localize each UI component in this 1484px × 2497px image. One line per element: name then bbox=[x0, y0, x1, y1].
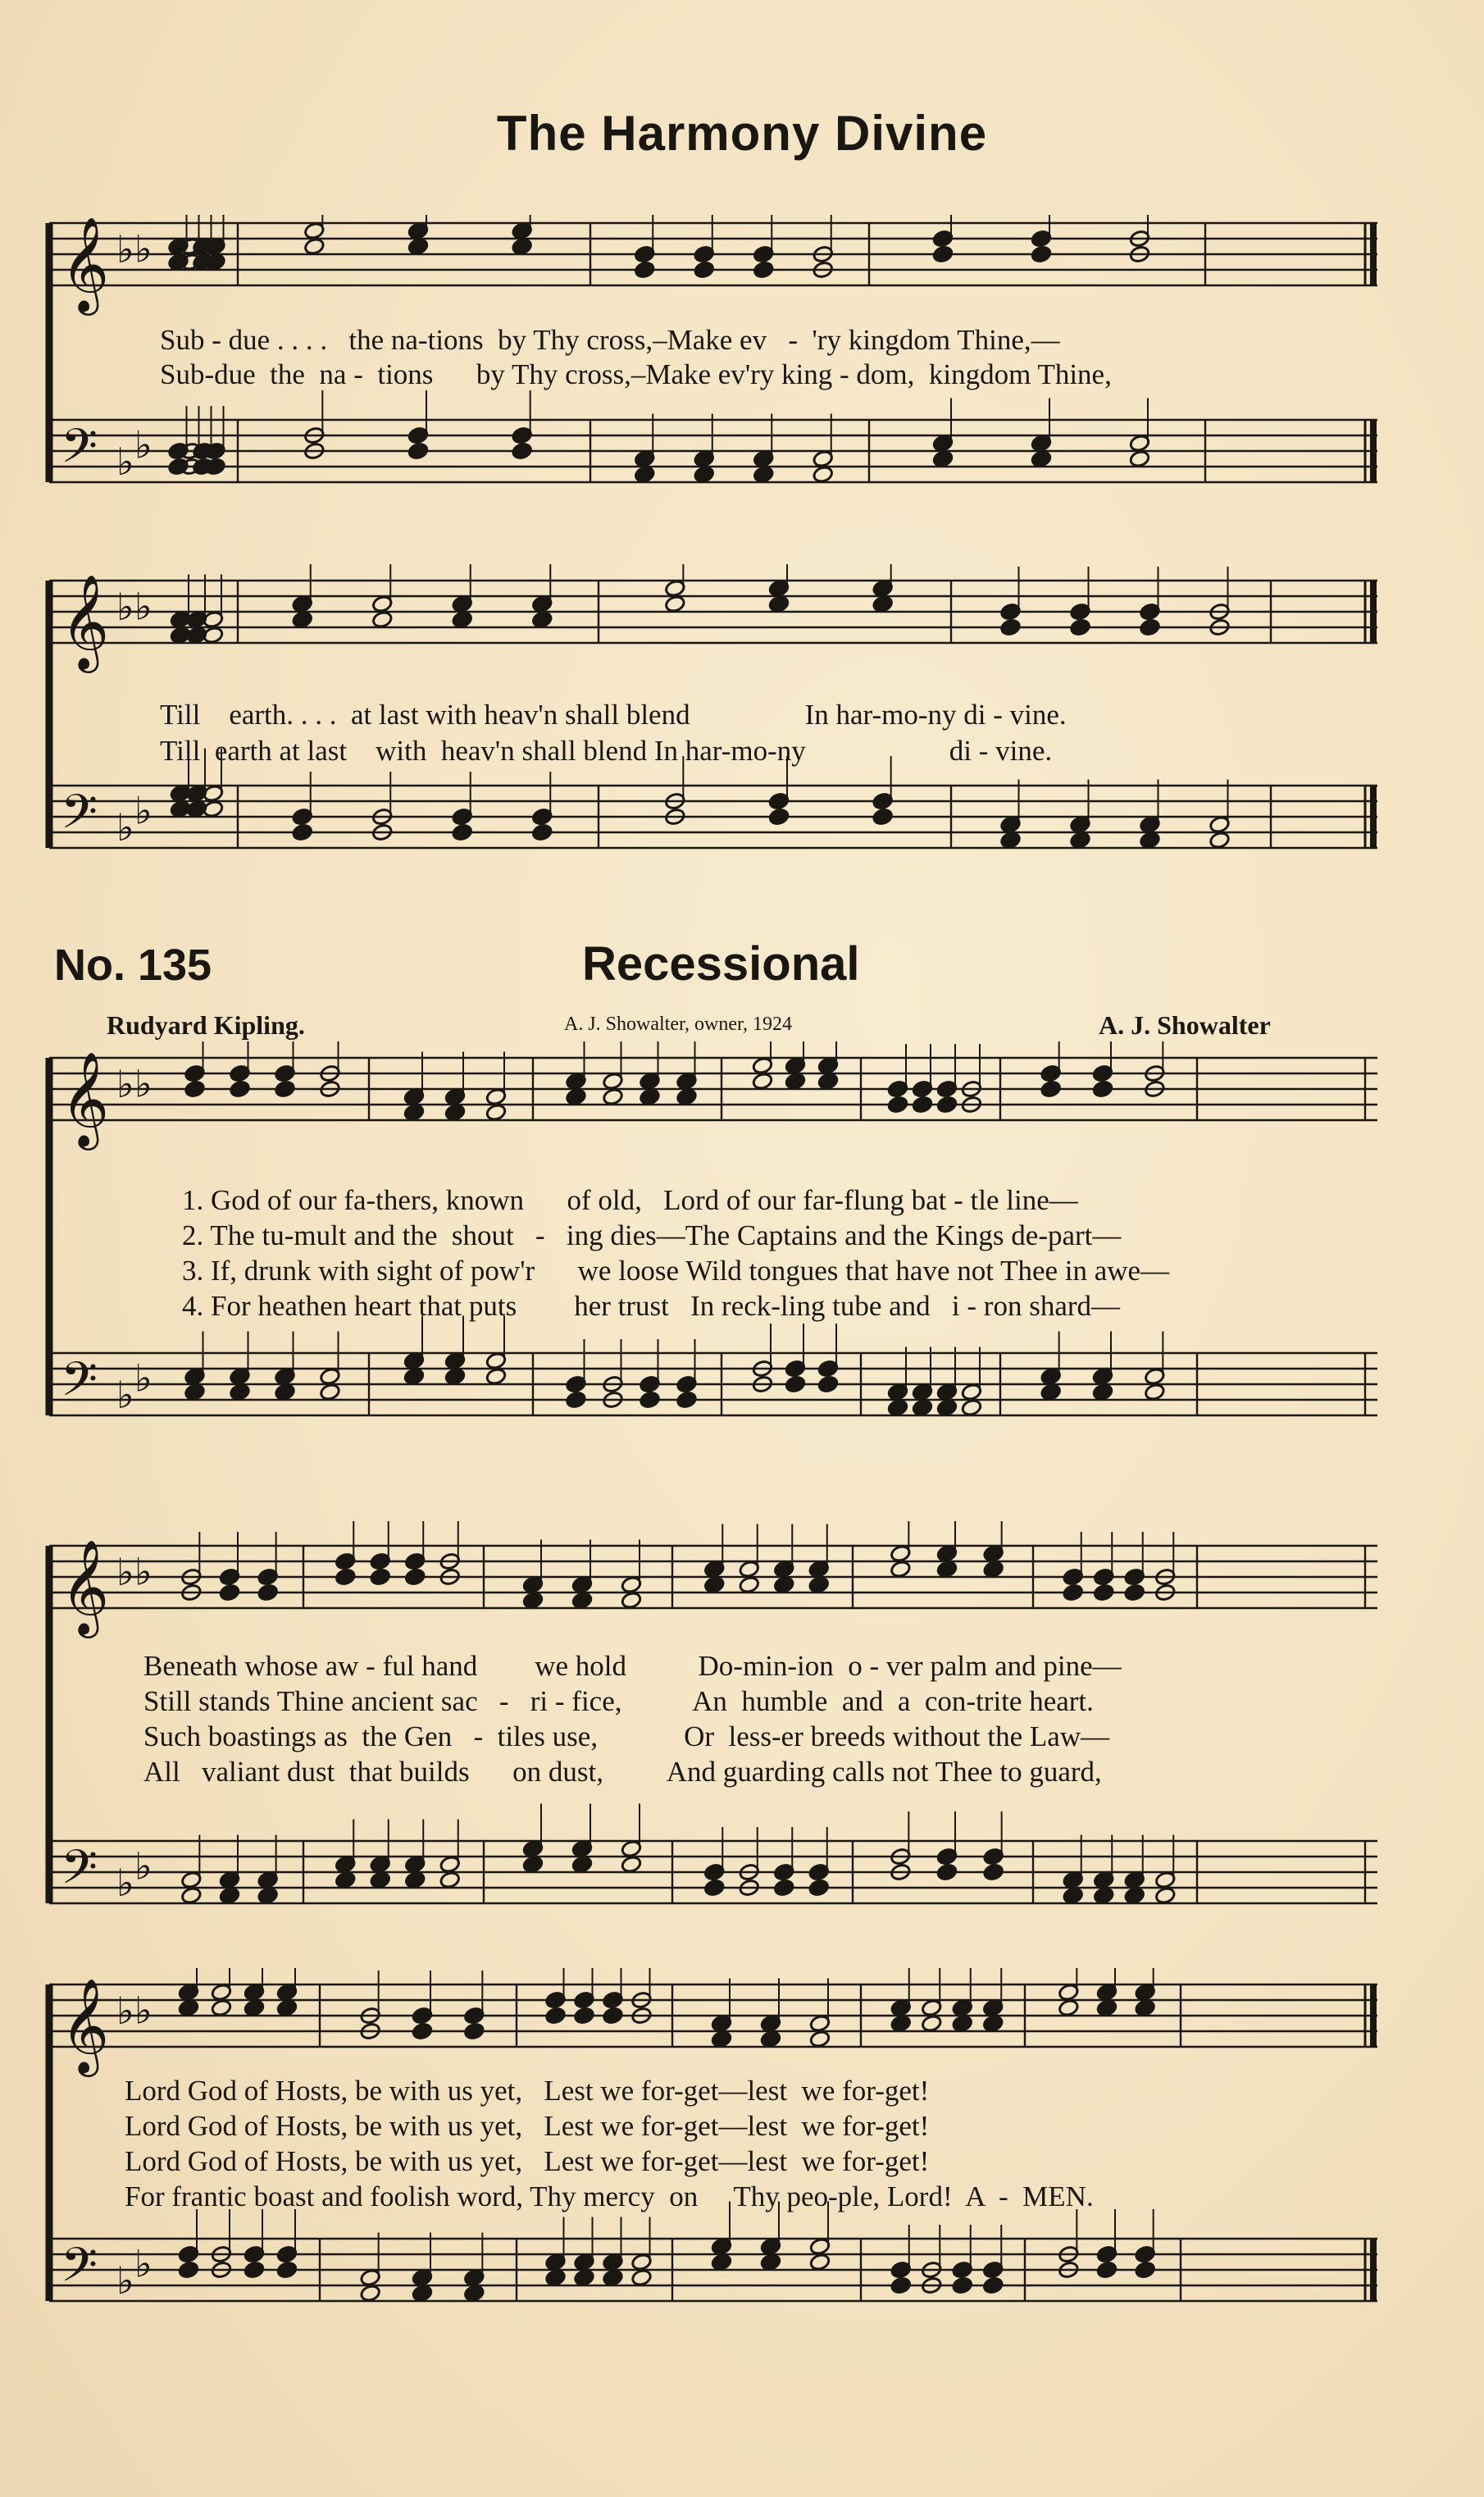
notehead bbox=[1069, 618, 1090, 637]
notehead bbox=[335, 1870, 356, 1889]
notehead bbox=[936, 1398, 958, 1417]
flat-sign-icon: ♭ bbox=[134, 1356, 152, 1401]
notehead bbox=[244, 1998, 265, 2017]
lyric-line: All valiant dust that builds on dust, And guarding calls not Thee to guard, bbox=[143, 1756, 1102, 1788]
flat-sign-icon: ♭ bbox=[134, 422, 152, 467]
copyright-notice: A. J. Showalter, owner, 1924 bbox=[564, 1014, 793, 1035]
lyric-line: 1. God of our fa-thers, known of old, Lord of our far-flung bat - tle line— bbox=[182, 1184, 1078, 1216]
notehead bbox=[404, 1870, 426, 1889]
notehead bbox=[573, 2268, 594, 2287]
notehead bbox=[292, 823, 313, 842]
notehead bbox=[485, 1367, 507, 1386]
bass-clef-icon: 𝄢 bbox=[61, 2237, 98, 2304]
notehead bbox=[952, 2276, 973, 2295]
notehead bbox=[274, 1080, 295, 1099]
flat-sign-icon: ♭ bbox=[116, 440, 134, 484]
notehead bbox=[1093, 1886, 1114, 1905]
notehead bbox=[1092, 1080, 1113, 1099]
notehead bbox=[178, 2261, 199, 2280]
notehead bbox=[403, 1367, 425, 1386]
lyric-line: Till earth at last with heav'n shall blend In har-mo-ny di - vine. bbox=[160, 735, 1053, 767]
notehead bbox=[1124, 1886, 1145, 1905]
notehead bbox=[571, 1591, 593, 1610]
hymn-title-harmony-divine: The Harmony Divine bbox=[496, 106, 988, 161]
notehead bbox=[1031, 245, 1052, 264]
notehead bbox=[694, 261, 715, 280]
notehead bbox=[703, 1879, 725, 1898]
notehead bbox=[565, 1087, 586, 1106]
notehead bbox=[887, 1398, 908, 1417]
notehead bbox=[982, 2014, 1004, 2033]
notehead bbox=[639, 1391, 660, 1410]
notehead bbox=[211, 1998, 232, 2017]
notehead bbox=[463, 2284, 485, 2303]
lyric-line: For frantic boast and foolish word, Thy mercy on Thy peo-ple, Lord! A - MEN. bbox=[125, 2180, 1094, 2212]
notehead bbox=[335, 1568, 356, 1587]
notehead bbox=[407, 442, 429, 461]
notehead bbox=[512, 442, 533, 461]
notehead bbox=[982, 2276, 1004, 2295]
hymn-title-recessional: Recessional bbox=[582, 937, 860, 991]
notehead bbox=[257, 1583, 279, 1602]
flat-sign-icon: ♭ bbox=[116, 805, 134, 850]
treble-clef-icon: 𝄞 bbox=[61, 216, 110, 312]
notehead bbox=[760, 2030, 781, 2048]
notehead bbox=[544, 2268, 566, 2287]
notehead bbox=[932, 449, 954, 468]
lyric-line: Lord God of Hosts, be with us yet, Lest we for-get—lest we for-get! bbox=[125, 2110, 930, 2142]
notehead bbox=[634, 261, 655, 280]
notehead bbox=[319, 1383, 340, 1401]
notehead bbox=[711, 2253, 732, 2271]
notehead bbox=[773, 1575, 794, 1594]
flat-sign-icon: ♭ bbox=[134, 1843, 152, 1889]
notehead bbox=[639, 1087, 660, 1106]
notehead bbox=[664, 595, 685, 613]
hymn-number: No. 135 bbox=[54, 941, 212, 990]
notehead bbox=[890, 2276, 912, 2295]
lyric-line: Such boastings as the Gen - tiles use, Or less-er breeds without the Law— bbox=[143, 1720, 1110, 1752]
notehead bbox=[809, 2030, 831, 2048]
composer-credit: A. J. Showalter bbox=[1099, 1010, 1271, 1040]
notehead bbox=[485, 1103, 507, 1122]
notehead bbox=[1096, 1998, 1118, 2017]
flat-sign-icon: ♭ bbox=[116, 1550, 134, 1594]
notehead bbox=[1040, 1080, 1062, 1099]
notehead bbox=[531, 823, 553, 842]
notehead bbox=[571, 1855, 593, 1874]
notehead bbox=[936, 1096, 958, 1114]
lyric-line: Still stands Thine ancient sac - ri - fice, An humble and a con-trite heart. bbox=[143, 1685, 1094, 1717]
notehead bbox=[621, 1591, 642, 1610]
lyric-line: Beneath whose aw - ful hand we hold Do-min-ion o - ver palm and pine— bbox=[143, 1650, 1122, 1682]
notehead bbox=[753, 261, 774, 280]
notehead bbox=[229, 1383, 250, 1401]
notehead bbox=[1069, 831, 1090, 850]
notehead bbox=[921, 2014, 942, 2033]
lyric-line: 4. For heathen heart that puts her trust In reck-ling tube and i - ron shard— bbox=[182, 1290, 1121, 1322]
treble-clef-icon: 𝄞 bbox=[61, 573, 110, 669]
notehead bbox=[292, 610, 313, 629]
notehead bbox=[983, 1560, 1004, 1579]
lyric-line: Lord God of Hosts, be with us yet, Lest we for-get—lest we for-get! bbox=[125, 2075, 930, 2107]
notehead bbox=[773, 1879, 794, 1898]
notehead bbox=[404, 1568, 426, 1587]
notehead bbox=[463, 2022, 485, 2041]
notehead bbox=[1135, 2261, 1156, 2280]
notehead bbox=[768, 595, 790, 613]
notehead bbox=[952, 2014, 973, 2033]
flat-sign-icon: ♭ bbox=[116, 1373, 134, 1417]
notehead bbox=[370, 1870, 391, 1889]
notehead bbox=[203, 800, 224, 818]
notehead bbox=[1093, 1583, 1114, 1602]
notehead bbox=[912, 1096, 933, 1114]
notehead bbox=[711, 2030, 732, 2048]
notehead bbox=[676, 1087, 697, 1106]
lyric-line: Till earth. . . . at last with heav'n shall blend In har-mo-ny di - vine. bbox=[160, 699, 1067, 731]
flat-sign-icon: ♭ bbox=[134, 226, 152, 271]
notehead bbox=[452, 823, 473, 842]
notehead bbox=[1058, 1998, 1079, 2017]
notehead bbox=[1139, 618, 1160, 637]
notehead bbox=[785, 1072, 806, 1091]
notehead bbox=[602, 1087, 623, 1106]
notehead bbox=[602, 2007, 623, 2025]
notehead bbox=[522, 1855, 544, 1874]
notehead bbox=[1096, 2261, 1118, 2280]
notehead bbox=[739, 1575, 760, 1594]
notehead bbox=[1031, 449, 1052, 468]
notehead bbox=[573, 2007, 594, 2025]
flat-sign-icon: ♭ bbox=[134, 788, 152, 833]
flat-sign-icon: ♭ bbox=[134, 1988, 152, 2033]
notehead bbox=[1040, 1383, 1062, 1401]
notehead bbox=[512, 237, 533, 256]
notehead bbox=[276, 2261, 298, 2280]
notehead bbox=[371, 610, 393, 629]
notehead bbox=[703, 1575, 725, 1594]
notehead bbox=[785, 1375, 806, 1394]
flat-sign-icon: ♭ bbox=[134, 584, 152, 629]
bass-clef-icon: 𝄢 bbox=[61, 1839, 98, 1907]
notehead bbox=[178, 1998, 199, 2017]
lyric-line: 2. The tu-mult and the shout - ing dies—The Captains and the Kings de-part— bbox=[182, 1219, 1122, 1251]
notehead bbox=[370, 1568, 391, 1587]
notehead bbox=[999, 831, 1021, 850]
notehead bbox=[452, 610, 473, 629]
notehead bbox=[244, 2261, 265, 2280]
flat-sign-icon: ♭ bbox=[116, 1861, 134, 1905]
notehead bbox=[872, 808, 894, 827]
notehead bbox=[274, 1383, 295, 1401]
notehead bbox=[412, 2284, 433, 2303]
flat-sign-icon: ♭ bbox=[134, 1061, 152, 1106]
notehead bbox=[936, 1560, 958, 1579]
notehead bbox=[753, 465, 774, 484]
notehead bbox=[872, 595, 894, 613]
notehead bbox=[276, 1998, 298, 2017]
flat-sign-icon: ♭ bbox=[116, 2258, 134, 2303]
notehead bbox=[890, 2014, 912, 2033]
notehead bbox=[817, 1375, 839, 1394]
notehead bbox=[808, 1575, 830, 1594]
notehead bbox=[360, 2284, 381, 2303]
notehead bbox=[932, 245, 954, 264]
lyric-line: 3. If, drunk with sight of pow'r we loose Wild tongues that have not Thee in awe— bbox=[182, 1255, 1170, 1287]
notehead bbox=[203, 626, 224, 645]
notehead bbox=[1063, 1886, 1084, 1905]
flat-sign-icon: ♭ bbox=[134, 2241, 152, 2286]
notehead bbox=[219, 1583, 240, 1602]
notehead bbox=[999, 618, 1021, 637]
bass-clef-icon: 𝄢 bbox=[61, 418, 98, 485]
notehead bbox=[184, 1383, 205, 1401]
notehead bbox=[813, 465, 834, 484]
notehead bbox=[1209, 831, 1230, 850]
notehead bbox=[621, 1855, 642, 1874]
notehead bbox=[817, 1072, 839, 1091]
notehead bbox=[1135, 1998, 1156, 2017]
notehead bbox=[412, 2022, 433, 2041]
flat-sign-icon: ♭ bbox=[116, 1989, 134, 2033]
notehead bbox=[760, 2253, 781, 2271]
notehead bbox=[184, 1080, 205, 1099]
notehead bbox=[444, 1367, 466, 1386]
bass-clef-icon: 𝄢 bbox=[61, 784, 98, 851]
lyric-line: Sub-due the na - tions by Thy cross,–Make ev'ry king - dom, kingdom Thine, bbox=[160, 358, 1112, 390]
treble-clef-icon: 𝄞 bbox=[61, 1538, 110, 1634]
flat-sign-icon: ♭ bbox=[116, 227, 134, 271]
notehead bbox=[768, 808, 790, 827]
notehead bbox=[676, 1391, 697, 1410]
notehead bbox=[887, 1096, 908, 1114]
notehead bbox=[809, 2253, 831, 2271]
notehead bbox=[1154, 1886, 1176, 1905]
treble-clef-icon: 𝄞 bbox=[61, 1977, 110, 2073]
notehead bbox=[912, 1398, 933, 1417]
notehead bbox=[634, 465, 655, 484]
notehead bbox=[808, 1879, 830, 1898]
flat-sign-icon: ♭ bbox=[116, 1062, 134, 1106]
notehead bbox=[1139, 831, 1160, 850]
notehead bbox=[1092, 1383, 1113, 1401]
bass-clef-icon: 𝄢 bbox=[61, 1351, 98, 1419]
notehead bbox=[752, 1072, 773, 1091]
notehead bbox=[180, 1886, 202, 1905]
lyricist-credit: Rudyard Kipling. bbox=[107, 1010, 305, 1040]
treble-clef-icon: 𝄞 bbox=[61, 1050, 110, 1146]
notehead bbox=[522, 1591, 544, 1610]
lyric-line: Lord God of Hosts, be with us yet, Lest we for-get—lest we for-get! bbox=[125, 2145, 930, 2177]
notehead bbox=[439, 1870, 461, 1889]
notehead bbox=[1144, 1383, 1165, 1401]
notehead bbox=[303, 237, 325, 256]
notehead bbox=[219, 1886, 240, 1905]
notehead bbox=[890, 1560, 911, 1579]
notehead bbox=[1063, 1583, 1084, 1602]
notehead bbox=[229, 1080, 250, 1099]
notehead bbox=[983, 1863, 1004, 1882]
notehead bbox=[444, 1103, 466, 1122]
notehead bbox=[1124, 1583, 1145, 1602]
notehead bbox=[630, 2268, 652, 2287]
notehead bbox=[407, 237, 429, 256]
notehead bbox=[961, 1398, 982, 1417]
flat-sign-icon: ♭ bbox=[116, 585, 134, 629]
notehead bbox=[403, 1103, 425, 1122]
notehead bbox=[694, 465, 715, 484]
notehead bbox=[565, 1391, 586, 1410]
notehead bbox=[936, 1863, 958, 1882]
notehead bbox=[602, 2268, 623, 2287]
notehead bbox=[544, 2007, 566, 2025]
notehead bbox=[257, 1886, 279, 1905]
notehead bbox=[1129, 449, 1150, 468]
notehead bbox=[531, 610, 553, 629]
flat-sign-icon: ♭ bbox=[134, 1549, 152, 1594]
lyric-line: Sub - due . . . . the na-tions by Thy cross,–Make ev - 'ry kingdom Thine,— bbox=[160, 324, 1060, 356]
